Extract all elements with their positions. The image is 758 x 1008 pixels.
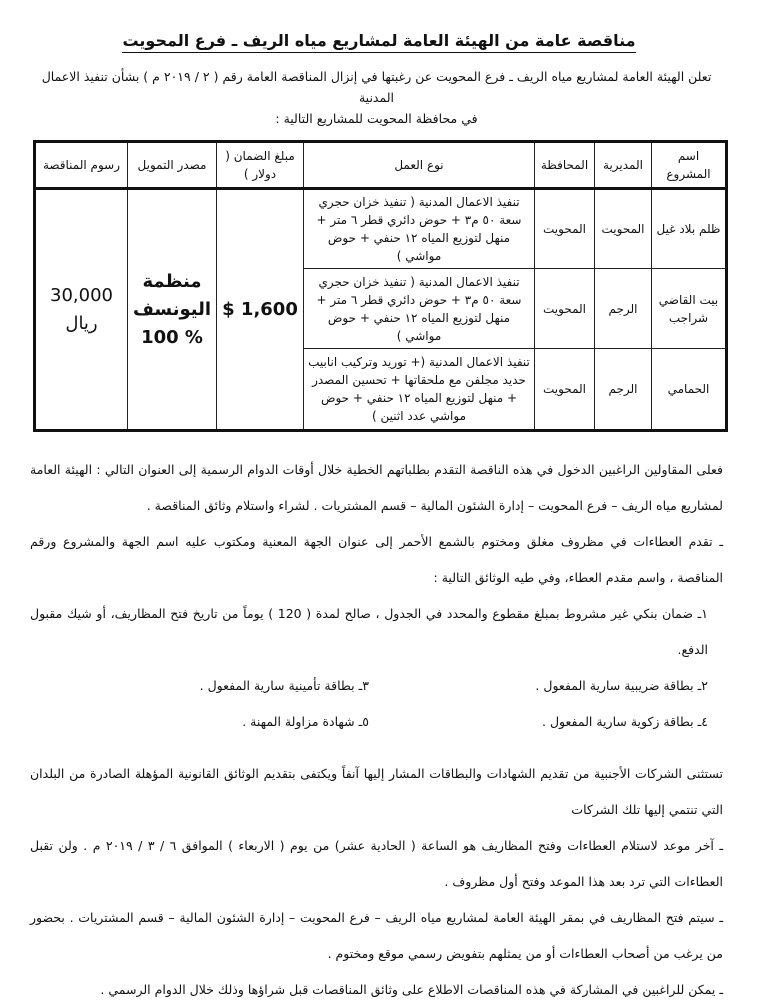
fee-amount: 30,000 — [50, 284, 113, 306]
cell-funding — [128, 189, 217, 431]
deadline-line: ـ آخر موعد لاستلام العطاءات وفتح المظاريف هو الساعة ( الحادية عشر) من يوم ( الاربعاء ) الموافق ٦ / ٣ / ٢٠١٩ م . — [83, 838, 723, 853]
cell-governorate: المحويت — [535, 349, 595, 431]
page-title — [20, 30, 738, 52]
projects-table — [33, 140, 728, 432]
intro-line-1: تعلن الهيئة العامة لمشاريع مياه الريف ـ فرع المحويت عن رغبتها في إنزال المناقصة العامة رقم ( ٢ / ٢٠١٩ م ) بشأن تنفيذ الاعمال المدنية — [41, 69, 712, 105]
funding-line: اليونسف — [132, 298, 212, 320]
header-funding: مصدر التمويل — [128, 142, 217, 189]
paragraph-line: ـ تقدم العطاءات في مظروف مغلق ومختوم بالشمع الأحمر إلى عنوان الجهة المعنية ومكتوب عليه اسم الجهة والمشروع ورقم — [30, 534, 723, 549]
paragraph-6: ـ يمكن للراغبين في المشاركة في هذه المناقصات الاطلاع على وثائق المناقصات قبل شراؤها وذلك خلال الدوام الرسمي . — [100, 982, 723, 997]
intro-line-2: في محافظة المحويت للمشاريع التالية : — [275, 111, 478, 126]
spacer — [30, 740, 723, 756]
cell-governorate: المحويت — [535, 189, 595, 269]
header-governorate: المحافظة — [535, 142, 595, 189]
paragraph-line: المناقصة ، واسم مقدم العطاء، وفي طيه الوثائق التالية : — [433, 570, 723, 585]
title-text: مناقصة عامة من الهيئة العامة لمشاريع مياه الريف ـ فرع المحويت — [122, 31, 635, 53]
header-project: اسم المشروع — [652, 142, 727, 189]
funding-line: 100 % — [141, 326, 203, 348]
list-item-4: ٤ـ بطاقة زكوية سارية المفعول . — [542, 714, 708, 729]
list-item-1-cont: مقبول الدفع. — [30, 606, 708, 657]
list-item-5: ٥ـ شهادة مزاولة المهنة . — [242, 714, 369, 729]
cell-work: تنفيذ الاعمال المدنية (+ توريد وتركيب انابيب حديد مجلفن مع ملحقاتها + تحسين المصدر + منهل لتوزيع المياه ١٢ حنفي + حوض مواشي عدد اثنين ) — [304, 349, 535, 431]
list-row — [30, 704, 723, 740]
body-text — [30, 452, 723, 1008]
cell-fee — [35, 189, 128, 431]
cell-guarantee: $ 1,600 — [217, 189, 304, 431]
cell-district: الرجم — [595, 349, 652, 431]
paragraph-line: ولن تقبل العطاءات التي ترد بعد هذا الموعد وفتح أول مظروف . — [30, 838, 723, 889]
fee-currency: ريال — [65, 312, 98, 334]
paragraph-1 — [30, 452, 723, 524]
paragraph-line: تستثنى الشركات الأجنبية من تقديم الشهادات والبطاقات المشار إليها آنفاً ويكتفى بتقديم الوثائق القانونية المؤهلة الصادرة من البلدان التي — [30, 766, 723, 817]
header-district: المديرية — [595, 142, 652, 189]
list-item-1 — [30, 596, 723, 668]
paragraph-3 — [30, 756, 723, 828]
cell-work: تنفيذ الاعمال المدنية ( تنفيذ خزان حجري سعة ٥٠ م٣ + حوض دائري قطر ٦ متر + منهل لتوزيع المياه ١٢ حنفي + حوض مواشي ) — [304, 269, 535, 349]
cell-governorate: المحويت — [535, 269, 595, 349]
deadline-paragraph — [30, 828, 723, 900]
paragraph-line: تنتمي إليها تلك الشركات — [571, 802, 698, 817]
cell-district: الرجم — [595, 269, 652, 349]
cell-work: تنفيذ الاعمال المدنية ( تنفيذ خزان حجري سعة ٥٠ م٣ + حوض دائري قطر ٦ متر + منهل لتوزيع المياه ١٢ حنفي + حوض مواشي ) — [304, 189, 535, 269]
cell-district: المحويت — [595, 189, 652, 269]
header-fee: رسوم المناقصة — [35, 142, 128, 189]
cell-project: ظلم بلاد غيل — [652, 189, 727, 269]
list-item-1-text: ١ـ ضمان بنكي غير مشروط بمبلغ مقطوع والمحدد في الجدول ، صالح لمدة ( 120 ) يوماً من تاريخ فتح المظاريف، أو شيك — [67, 606, 708, 621]
table-header-row — [35, 142, 727, 189]
list-item-3: ٣ـ بطاقة تأمينية سارية المفعول . — [199, 678, 369, 693]
header-work: نوع العمل — [304, 142, 535, 189]
cell-project: الحمامي — [652, 349, 727, 431]
paragraph-line: لمشاريع مياه الريف – فرع المحويت – إدارة الشئون المالية – قسم المشتريات . لشراء واستلام وثائق المناقصة . — [146, 498, 723, 513]
list-item-2: ٢ـ بطاقة ضريبية سارية المفعول . — [535, 678, 708, 693]
paragraph-line: فعلى المقاولين الراغبين الدخول في هذه الناقصة التقدم بطلباتهم الخطية خلال أوقات الدوام الرسمية إلى العنوان التالي : الهيئة العامة — [30, 462, 723, 477]
paragraph-2 — [30, 524, 723, 596]
table-row — [35, 189, 727, 269]
paragraph-line: ـ سيتم فتح المظاريف في بمقر الهيئة العامة لمشاريع مياه الريف – فرع المحويت – إدارة الشئون المالية – قسم المشتريات . بحضور — [30, 910, 723, 925]
paragraph-5 — [30, 900, 723, 972]
cell-project: بيت القاضي شراجب — [652, 269, 727, 349]
funding-line: منظمة — [142, 270, 202, 292]
intro — [30, 66, 723, 129]
paragraph-line: من يرغب من أصحاب العطاءات أو من يمثلهم بتفويض رسمي موقع ومختوم . — [327, 946, 723, 961]
header-guarantee: مبلغ الضمان ( دولار ) — [217, 142, 304, 189]
list-row — [30, 668, 723, 704]
